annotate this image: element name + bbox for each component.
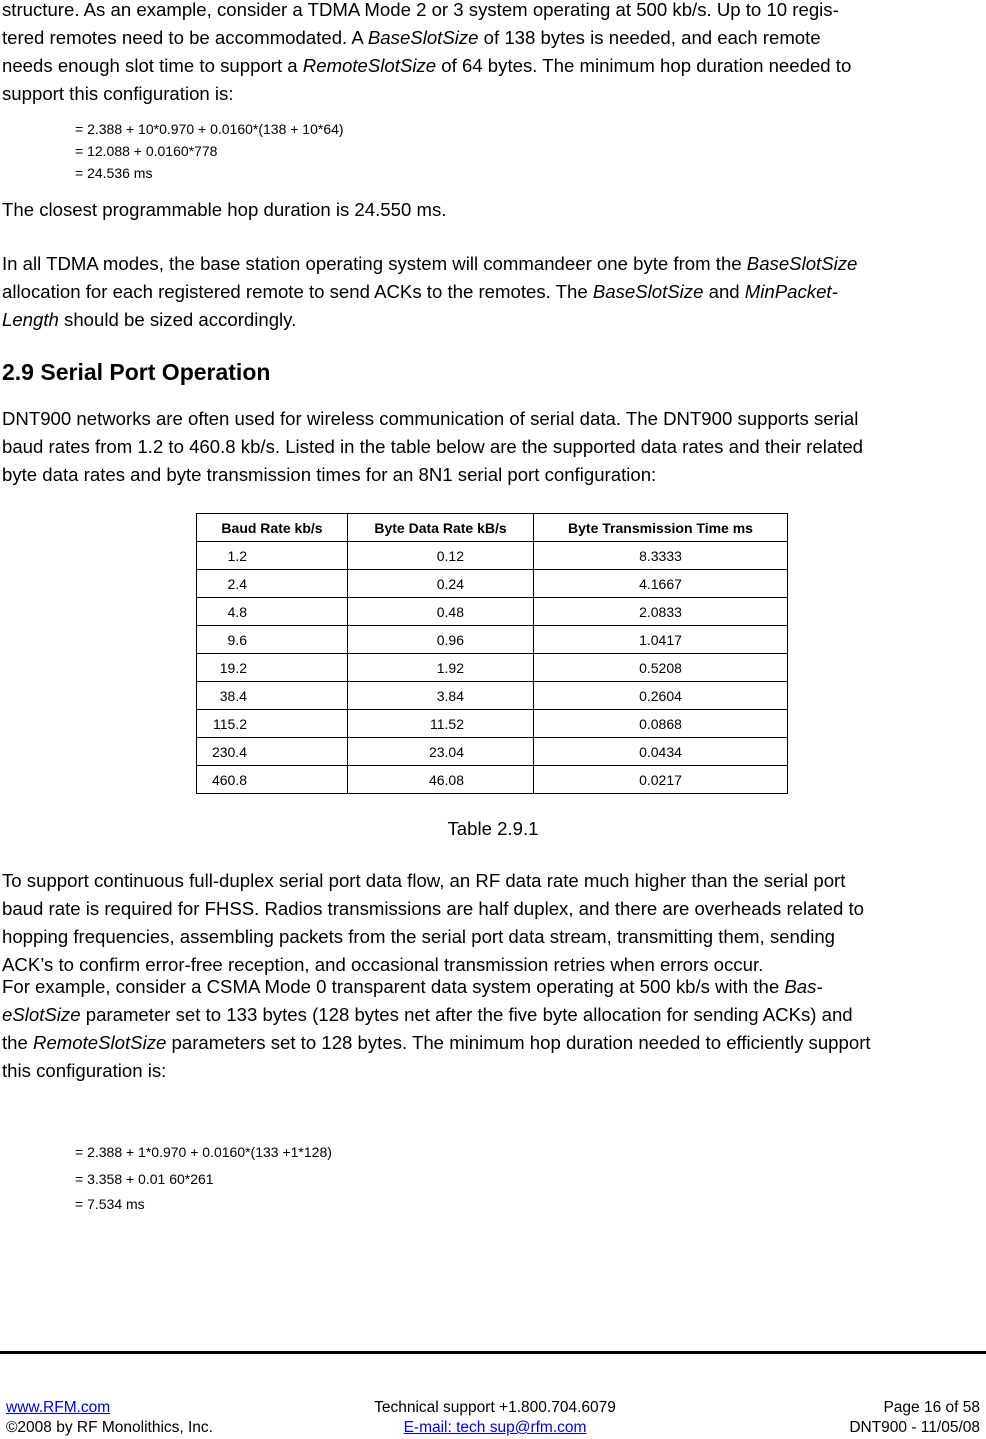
byte-data-rate-cell: 3.84 xyxy=(348,682,534,710)
baud-rate-cell: 9.6 xyxy=(197,626,348,654)
footer-right xyxy=(849,1398,980,1438)
table-row xyxy=(197,598,788,626)
byte-data-rate-cell: 46.08 xyxy=(348,766,534,794)
full-duplex-paragraph: To support continuous full-duplex serial port data flow, an RF data rate much higher than the serial port baud rate is required for FHSS. Radios transmissions are half duplex, and there are overheads related to hopping frequencies, assembling packets from the serial port data stream, transmitting them, sending ACK’s to confirm error-free reception, and occasional transmission retries when errors occur. xyxy=(2,870,864,975)
table-row xyxy=(197,654,788,682)
table-row xyxy=(197,682,788,710)
intro-paragraph: structure. As an example, consider a TDMA Mode 2 or 3 system operating at 500 kb/s. Up to 10 regis- tered remotes need to be accommodated. A BaseSlotSize of 138 bytes is needed, and each remote needs enough slot time to support a RemoteSlotSize of 64 bytes. The minimum hop duration needed to support this configuration is: xyxy=(2,0,852,104)
baud-rate-table xyxy=(196,513,788,794)
byte-time-cell: 0.0434 xyxy=(534,738,788,766)
byte-data-rate-cell: 23.04 xyxy=(348,738,534,766)
byte-time-cell: 1.0417 xyxy=(534,626,788,654)
table-row xyxy=(197,766,788,794)
footer-center xyxy=(360,1398,630,1438)
footer-divider xyxy=(0,1351,986,1354)
byte-time-cell: 0.5208 xyxy=(534,654,788,682)
byte-time-cell: 0.0868 xyxy=(534,710,788,738)
byte-time-cell: 0.2604 xyxy=(534,682,788,710)
baud-rate-cell: 230.4 xyxy=(197,738,348,766)
byte-data-rate-cell: 0.48 xyxy=(348,598,534,626)
table-row xyxy=(197,626,788,654)
byte-data-rate-cell: 0.24 xyxy=(348,570,534,598)
table-header-row xyxy=(197,514,788,542)
baud-rate-cell: 38.4 xyxy=(197,682,348,710)
col-header-baud-rate: Baud Rate kb/s xyxy=(197,514,348,542)
table-caption: Table 2.9.1 xyxy=(447,818,539,839)
footer-left xyxy=(6,1398,213,1438)
baud-rate-cell: 460.8 xyxy=(197,766,348,794)
byte-data-rate-cell: 0.96 xyxy=(348,626,534,654)
hop-duration-equation-tdma: = 2.388 + 10*0.970 + 0.0160*(138 + 10*64) = 12.088 + 0.0160*778 = 24.536 ms xyxy=(75,121,344,181)
byte-time-cell: 4.1667 xyxy=(534,570,788,598)
table-row xyxy=(197,542,788,570)
baud-rate-cell: 1.2 xyxy=(197,542,348,570)
table-row xyxy=(197,738,788,766)
closest-hop-duration: The closest programmable hop duration is 24.550 ms. xyxy=(2,199,447,220)
support-phone: Technical support +1.800.704.6079 xyxy=(374,1399,616,1416)
doc-id: DNT900 - 11/05/08 xyxy=(849,1419,980,1436)
byte-time-cell: 2.0833 xyxy=(534,598,788,626)
byte-data-rate-cell: 11.52 xyxy=(348,710,534,738)
byte-time-cell: 8.3333 xyxy=(534,542,788,570)
table-row xyxy=(197,710,788,738)
ack-paragraph: In all TDMA modes, the base station operating system will commandeer one byte from the BaseSlotSize allocation for each registered remote to send ACKs to the remotes. The BaseSlotSize and MinPacket- Length should be sized accordingly. xyxy=(2,253,858,330)
byte-time-cell: 0.0217 xyxy=(534,766,788,794)
baud-rate-cell: 19.2 xyxy=(197,654,348,682)
byte-data-rate-cell: 1.92 xyxy=(348,654,534,682)
section-title: 2.9 Serial Port Operation xyxy=(2,359,271,385)
hop-duration-equation-csma: = 2.388 + 1*0.970 + 0.0160*(133 +1*128) = 3.358 + 0.01 60*261 = 7.534 ms xyxy=(75,1144,332,1212)
copyright-text: ©2008 by RF Monolithics, Inc. xyxy=(6,1419,213,1436)
serial-intro-paragraph: DNT900 networks are often used for wireless communication of serial data. The DNT900 supports serial baud rates from 1.2 to 460.8 kb/s. Listed in the table below are the supported data rates and their related byte data rates and byte transmission times for an 8N1 serial port configuration: xyxy=(2,408,864,485)
col-header-byte-transmission-time: Byte Transmission Time ms xyxy=(534,514,788,542)
email-link[interactable]: E-mail: tech sup@rfm.com xyxy=(403,1419,587,1436)
baud-rate-cell: 4.8 xyxy=(197,598,348,626)
website-link[interactable]: www.RFM.com xyxy=(6,1399,111,1416)
baud-rate-cell: 115.2 xyxy=(197,710,348,738)
page-number: Page 16 of 58 xyxy=(883,1399,980,1416)
col-header-byte-data-rate: Byte Data Rate kB/s xyxy=(348,514,534,542)
baud-rate-cell: 2.4 xyxy=(197,570,348,598)
table-row xyxy=(197,570,788,598)
csma-example-paragraph: For example, consider a CSMA Mode 0 transparent data system operating at 500 kb/s with the Bas- eSlotSize parameter set to 133 bytes (128 bytes net after the five byte allocation for sending ACKs) and the RemoteSlotSize parameters set to 128 bytes. The minimum hop duration needed to efficiently support this configuration is: xyxy=(2,976,871,1081)
byte-data-rate-cell: 0.12 xyxy=(348,542,534,570)
